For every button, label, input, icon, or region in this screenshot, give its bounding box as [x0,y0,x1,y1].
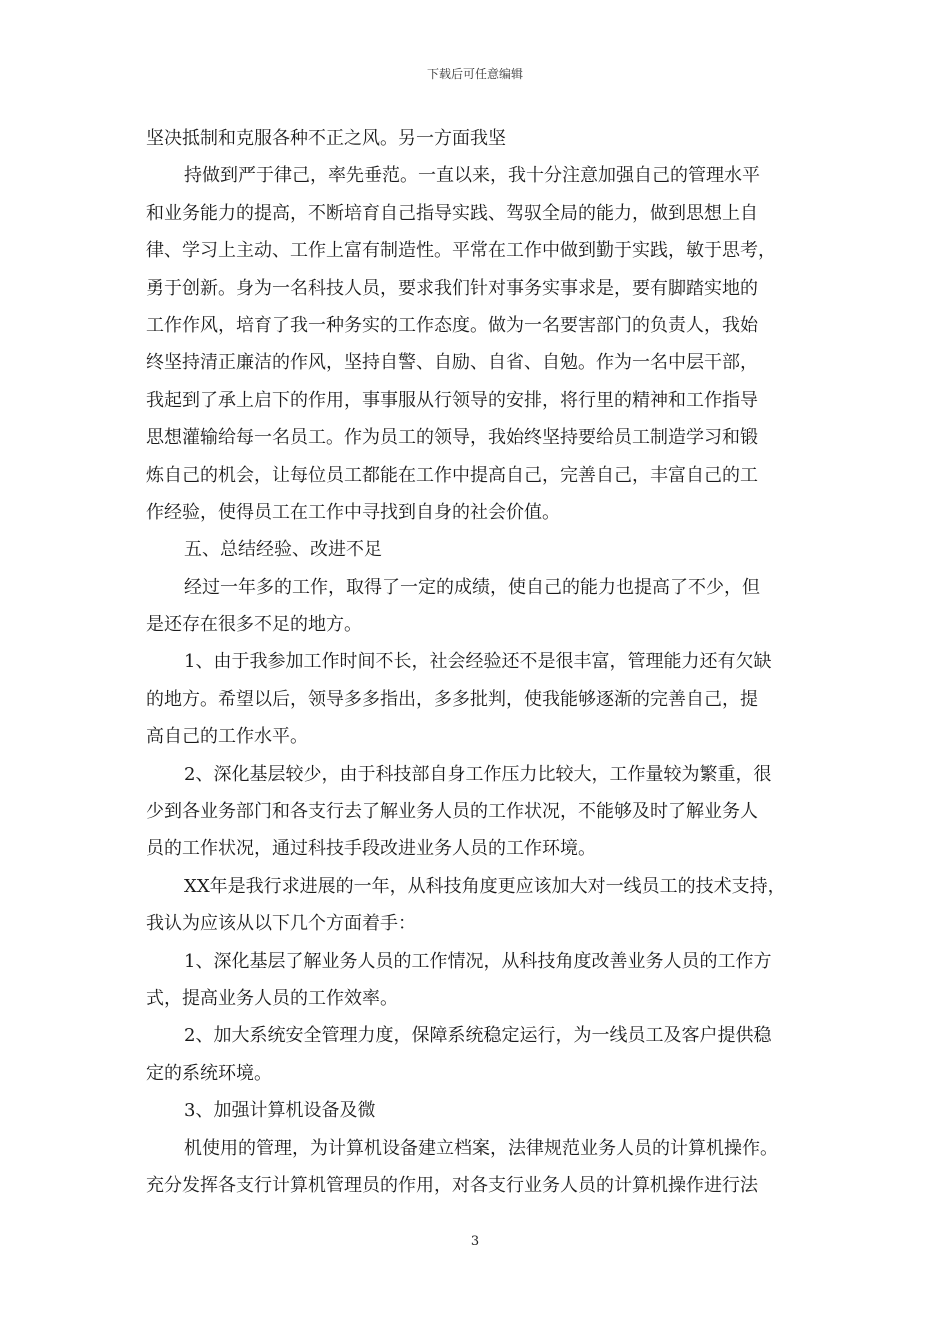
text-line: 员的工作状况，通过科技手段改进业务人员的工作环境。 [146,838,596,860]
text-line: 工作作风，培育了我一种务实的工作态度。做为一名要害部门的负责人，我始 [146,314,758,336]
text-line: 勇于创新。身为一名科技人员，要求我们针对事务实事求是，要有脚踏实地的 [146,277,758,299]
text-line: 充分发挥各支行计算机管理员的作用，对各支行业务人员的计算机操作进行法 [146,1174,758,1196]
text-line: 高自己的工作水平。 [146,726,308,748]
text-line: 3、加强计算机设备及微 [184,1100,376,1122]
text-line: 炼自己的机会，让每位员工都能在工作中提高自己，完善自己，丰富自己的工 [146,464,758,486]
text-line: 1、深化基层了解业务人员的工作情况，从科技角度改善业务人员的工作方 [184,950,772,972]
header-text: 下载后可任意编辑 [426,67,523,81]
text-line: 的地方。希望以后，领导多多指出，多多批判，使我能够逐渐的完善自己，提 [146,688,758,710]
page-number-text: 3 [470,1234,480,1249]
text-line: XX年是我行求进展的一年，从科技角度更应该加大对一线员工的技术支持， [184,875,786,897]
text-line: 思想灌输给每一名员工。作为员工的领导，我始终坚持要给员工制造学习和锻 [146,427,758,449]
text-line: 我认为应该从以下几个方面着手： [146,913,416,935]
text-line: 和业务能力的提高，不断培育自己指导实践、驾驭全局的能力，做到思想上自 [146,202,758,224]
text-line: 终坚持清正廉洁的作风，坚持自警、自励、自省、自勉。作为一名中层干部， [146,352,758,374]
text-line: 2、加大系统安全管理力度，保障系统稳定运行，为一线员工及客户提供稳 [184,1025,772,1047]
text-line: 1、由于我参加工作时间不长，社会经验还不是很丰富，管理能力还有欠缺 [184,651,772,673]
text-line: 式，提高业务人员的工作效率。 [146,987,398,1009]
text-line: 经过一年多的工作，取得了一定的成绩，使自己的能力也提高了不少，但 [184,576,760,598]
text-line: 定的系统环境。 [146,1062,272,1084]
text-line: 机使用的管理，为计算机设备建立档案，法律规范业务人员的计算机操作。 [184,1137,778,1159]
text-line: 作经验，使得员工在工作中寻找到自身的社会价值。 [146,501,560,523]
page-header [0,66,950,82]
text-line: 坚决抵制和克服各种不正之风。另一方面我坚 [146,128,506,149]
text-line: 我起到了承上启下的作用，事事服从行领导的安排，将行里的精神和工作指导 [146,389,758,411]
document-body [146,120,810,1204]
text-line: 五、总结经验、改进不足 [184,539,382,561]
text-line: 持做到严于律己，率先垂范。一直以来，我十分注意加强自己的管理水平 [184,165,760,187]
text-line: 2、深化基层较少，由于科技部自身工作压力比较大，工作量较为繁重，很 [184,763,772,785]
page-number [0,1233,950,1251]
text-line: 律、学习上主动、工作上富有制造性。平常在工作中做到勤于实践，敏于思考， [146,240,776,262]
text-line: 少到各业务部门和各支行去了解业务人员的工作状况，不能够及时了解业务人 [146,801,758,823]
text-line: 是还存在很多不足的地方。 [146,614,362,636]
